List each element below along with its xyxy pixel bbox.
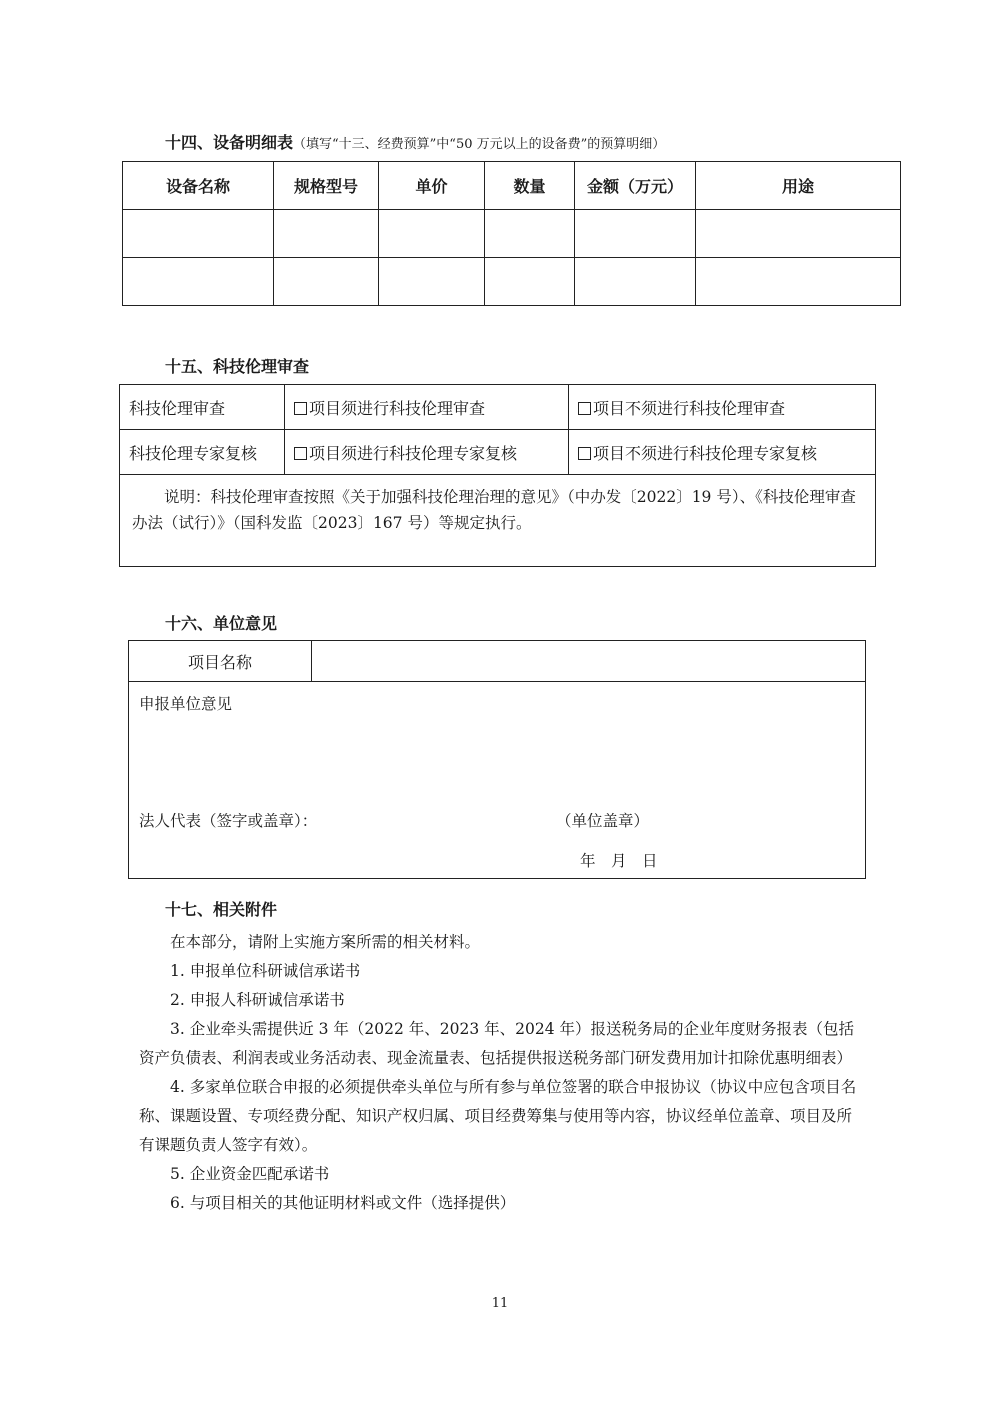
option-label: 项目须进行科技伦理专家复核 <box>309 443 518 463</box>
opinion-row <box>129 682 866 879</box>
table-cell[interactable] <box>379 210 485 258</box>
table-cell[interactable] <box>485 258 575 306</box>
unit-opinion-table <box>128 640 866 879</box>
description-row <box>120 475 876 567</box>
ethics-description: 说明：科技伦理审查按照《关于加强科技伦理治理的意见》（中办发〔2022〕19 号）、《科技伦理审查办法（试行）》（国科发监〔2023〕167 号）等规定执行。 <box>120 475 876 567</box>
table-row <box>123 210 901 258</box>
option-label: 项目不须进行科技伦理专家复核 <box>593 443 818 463</box>
list-item: 2. 申报人科研诚信承诺书 <box>170 991 345 1009</box>
section-16-title: 十六、单位意见 <box>165 614 278 633</box>
list-item: 6. 与项目相关的其他证明材料或文件（选择提供） <box>170 1194 516 1212</box>
table-cell[interactable] <box>575 210 696 258</box>
section-17-title: 十七、相关附件 <box>165 900 278 919</box>
checkbox-icon[interactable] <box>294 447 307 460</box>
attachments-intro: 在本部分，请附上实施方案所需的相关材料。 <box>170 933 481 951</box>
table-cell[interactable] <box>123 258 274 306</box>
table-cell[interactable] <box>696 210 901 258</box>
expert-review-required-option[interactable] <box>285 430 569 475</box>
header-unit-price: 单价 <box>379 162 485 210</box>
header-amount: 金额（万元） <box>575 162 696 210</box>
expert-review-label: 科技伦理专家复核 <box>120 430 285 475</box>
list-item: 5. 企业资金匹配承诺书 <box>170 1165 330 1183</box>
option-label: 项目不须进行科技伦理审查 <box>593 398 786 418</box>
list-item: 4. 多家单位联合申报的必须提供牵头单位与所有参与单位签署的联合申报协议（协议中应包含项目名称、课题设置、专项经费分配、知识产权归属、项目经费筹集与使用等内容，协议经单位盖章、项目及所有课题负责人签字有效）。 <box>139 1078 857 1154</box>
header-model: 规格型号 <box>274 162 379 210</box>
table-cell[interactable] <box>379 258 485 306</box>
expert-review-row <box>120 430 876 475</box>
page-number: 11 <box>491 1296 509 1311</box>
ethics-review-table <box>119 384 876 567</box>
header-quantity: 数量 <box>485 162 575 210</box>
equipment-table <box>122 161 901 306</box>
list-item: 3. 企业牵头需提供近 3 年（2022 年、2023 年、2024 年）报送税务局的企业年度财务报表（包括资产负债表、利润表或业务活动表、现金流量表、包括提供报送税务部门研发费用加计扣除优惠明细表） <box>139 1020 855 1067</box>
table-row <box>123 258 901 306</box>
ethics-review-not-required-option[interactable] <box>569 385 876 430</box>
project-name-row <box>129 641 866 682</box>
project-name-label: 项目名称 <box>129 641 312 682</box>
opinion-label: 申报单位意见 <box>139 695 233 713</box>
table-cell[interactable] <box>575 258 696 306</box>
header-purpose: 用途 <box>696 162 901 210</box>
table-cell[interactable] <box>274 210 379 258</box>
project-name-field[interactable] <box>312 641 866 682</box>
date-label: 年 月 日 <box>580 852 658 870</box>
section-14-title: 十四、设备明细表 <box>165 133 294 152</box>
header-equipment-name: 设备名称 <box>123 162 274 210</box>
section-15-title: 十五、科技伦理审查 <box>165 357 310 376</box>
option-label: 项目须进行科技伦理审查 <box>309 398 486 418</box>
table-cell[interactable] <box>274 258 379 306</box>
checkbox-icon[interactable] <box>578 402 591 415</box>
attachments-section <box>139 928 866 1218</box>
checkbox-icon[interactable] <box>294 402 307 415</box>
ethics-review-label: 科技伦理审查 <box>120 385 285 430</box>
list-item: 1. 申报单位科研诚信承诺书 <box>170 962 361 980</box>
table-cell[interactable] <box>123 210 274 258</box>
section-14-note: （填写“十三、经费预算”中“50 万元以上的设备费”的预算明细） <box>293 137 666 152</box>
table-cell[interactable] <box>485 210 575 258</box>
section-14-heading <box>165 130 665 153</box>
legal-rep-label: 法人代表（签字或盖章）： <box>139 812 318 830</box>
expert-review-not-required-option[interactable] <box>569 430 876 475</box>
table-cell[interactable] <box>696 258 901 306</box>
seal-label: （单位盖章） <box>556 812 650 830</box>
ethics-review-required-option[interactable] <box>285 385 569 430</box>
opinion-cell[interactable] <box>129 682 866 879</box>
ethics-review-row <box>120 385 876 430</box>
table-header-row <box>123 162 901 210</box>
checkbox-icon[interactable] <box>578 447 591 460</box>
